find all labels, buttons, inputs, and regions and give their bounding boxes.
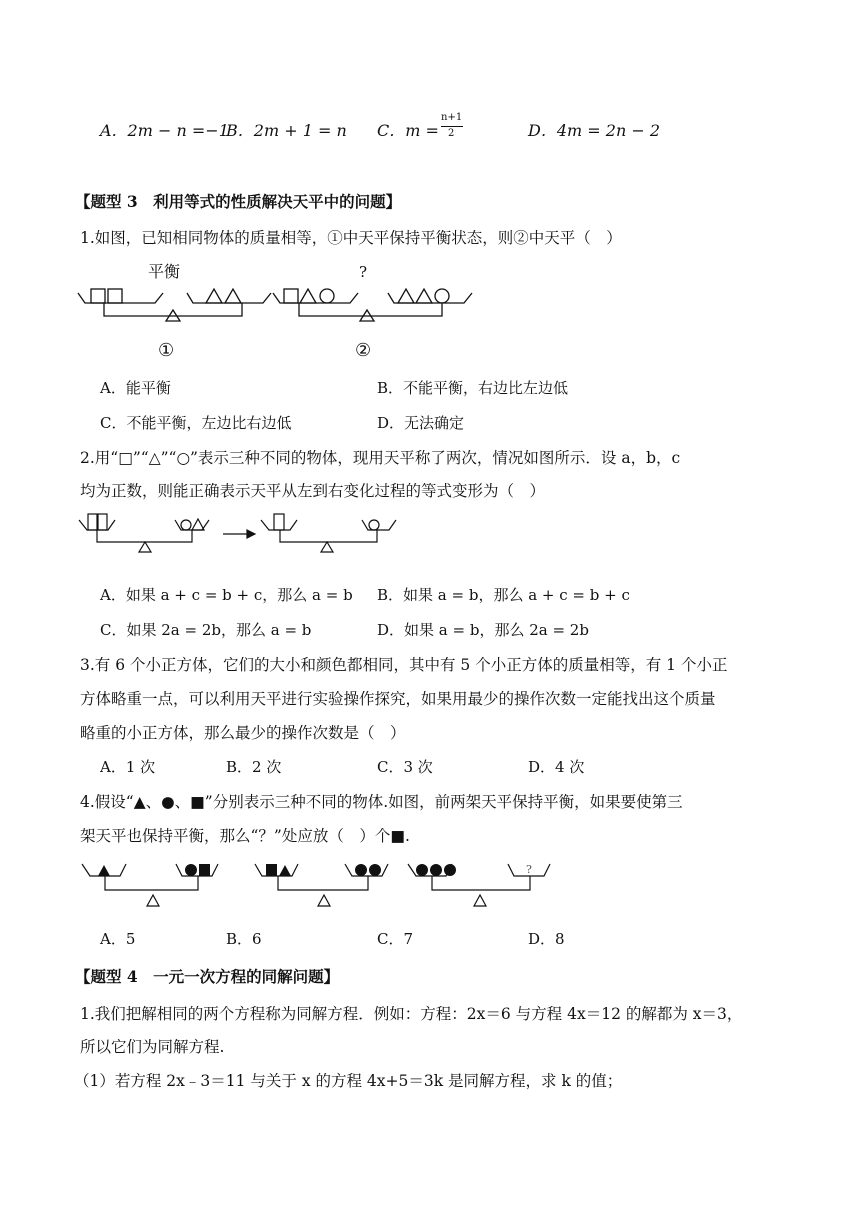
fraction-numerator: n+1 [441, 112, 463, 123]
section-3-title: 【题型 3 利用等式的性质解决天平中的问题】 [75, 192, 402, 211]
q3-option-c: C．3 次 [377, 758, 433, 776]
q2-stem-line2: 均为正数，则能正确表示天平从左到右变化过程的等式变形为（ ） [80, 482, 546, 500]
q3-option-a: A．1 次 [100, 758, 156, 776]
prev-option-d: D．4m = 2n − 2 [528, 121, 661, 140]
s4-q1-line2: 所以它们为同解方程. [80, 1038, 225, 1056]
q3-stem-line2: 方体略重一点，可以利用天平进行实验操作探究，如果用最少的操作次数一定能找出这个质量 [80, 690, 716, 708]
q4-option-a: A．5 [100, 930, 136, 948]
q4-stem-line1: 4.假设“▲、●、■”分别表示三种不同的物体.如图，前两架天平保持平衡，如果要使第三 [80, 793, 683, 811]
fig-number-2: ② [355, 340, 372, 361]
balance-figure-q4 [80, 856, 560, 916]
q4-option-b: B．6 [226, 930, 262, 948]
fig-label-balanced: 平衡 [148, 262, 181, 281]
q1-option-b: B．不能平衡，右边比左边低 [377, 379, 569, 397]
prev-option-b: B．2m + 1 = n [226, 121, 347, 140]
q1-stem: 1.如图，已知相同物体的质量相等，①中天平保持平衡状态，则②中天平（ ） [80, 229, 622, 247]
q1-option-c: C．不能平衡，左边比右边低 [100, 414, 292, 432]
fig-label-question: ? [359, 263, 368, 281]
q3-stem-line3: 略重的小正方体，那么最少的操作次数是（ ） [80, 724, 406, 742]
q4-option-c: C．7 [377, 930, 414, 948]
fig-q4-question-mark: ? [526, 863, 532, 876]
balance-figure-q2 [75, 508, 395, 563]
q3-option-d: D．4 次 [528, 758, 585, 776]
q2-option-d: D．如果 a = b，那么 2a = 2b [377, 621, 589, 639]
q2-option-a: A．如果 a + c = b + c，那么 a = b [100, 586, 353, 604]
q4-option-d: D．8 [528, 930, 565, 948]
q3-stem-line1: 3.有 6 个小正方体，它们的大小和颜色都相同，其中有 5 个小正方体的质量相等，有 1 个小正 [80, 656, 728, 674]
q2-option-b: B．如果 a = b，那么 a + c = b + c [377, 586, 630, 604]
fig-number-1: ① [158, 340, 175, 361]
q2-stem-line1: 2.用“□”“△”“○”表示三种不同的物体，现用天平称了两次，情况如图所示．设 a，b，c [80, 449, 681, 467]
q1-option-a: A．能平衡 [100, 379, 171, 397]
q3-option-b: B．2 次 [226, 758, 282, 776]
prev-option-a: A．2m − n =−1 [100, 121, 229, 140]
s4-q1-line1: 1.我们把解相同的两个方程称为同解方程．例如：方程：2x＝6 与方程 4x＝12 的解都为 x＝3， [80, 1005, 743, 1023]
balance-figure-q1 [75, 255, 465, 365]
section-4-title: 【题型 4 一元一次方程的同解问题】 [75, 967, 340, 986]
fraction-denominator: 2 [448, 128, 455, 139]
q2-option-c: C．如果 2a = 2b，那么 a = b [100, 621, 312, 639]
q1-option-d: D．无法确定 [377, 414, 465, 432]
q4-stem-line2: 架天平也保持平衡，那么“？”处应放（ ）个■. [80, 827, 410, 845]
s4-q1-part1: （1）若方程 2x﹣3＝11 与关于 x 的方程 4x+5＝3k 是同解方程，求 k 的值； [74, 1072, 623, 1090]
